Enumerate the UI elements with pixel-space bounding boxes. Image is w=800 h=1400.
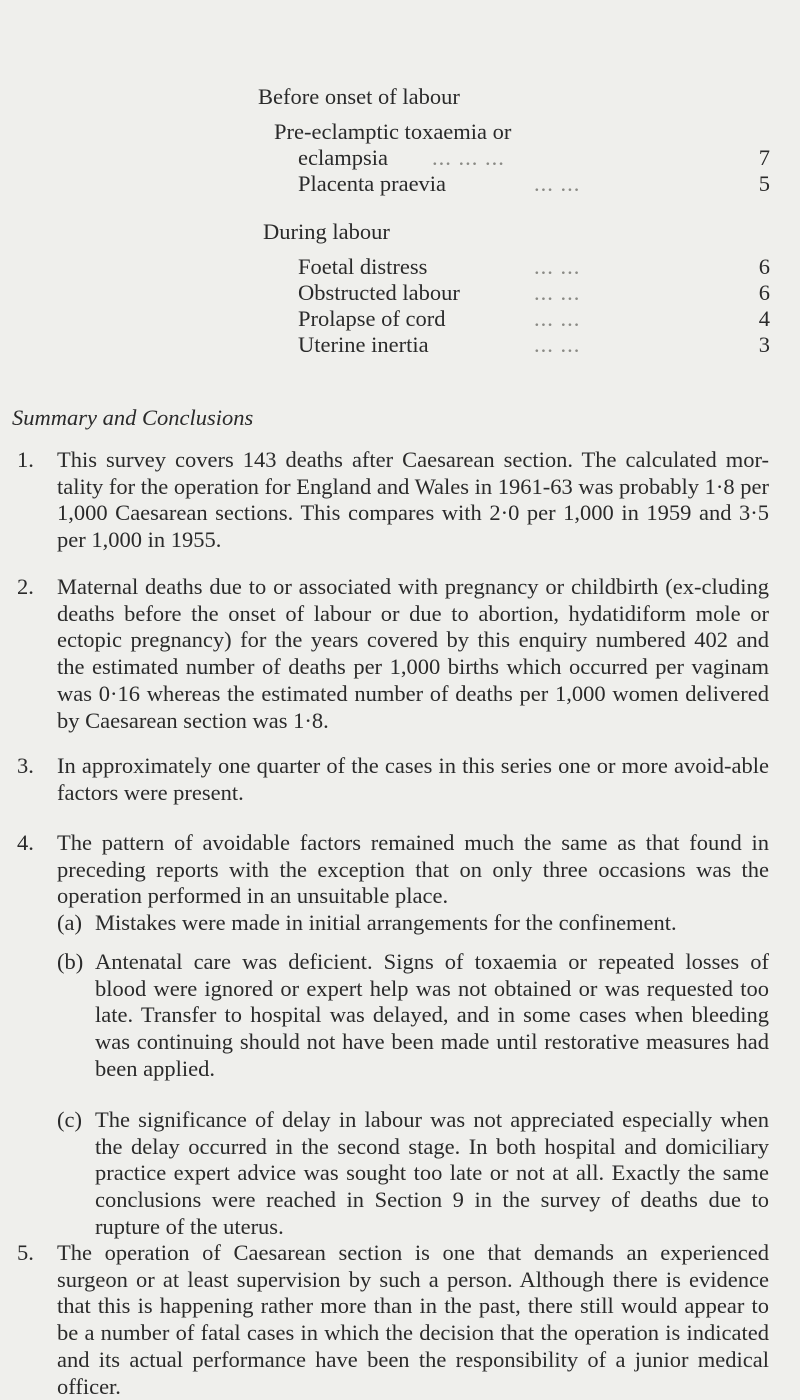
table-row xyxy=(0,306,800,332)
item-text: The operation of Caesarean section is one that demands an experienced surgeon or at least supervision by such a person. Although there is evidence that this is happening rather more than in the past, there still would appear to be a number of fatal cases in which the decision that the operation is indicated and its actual performance have been the responsibility of a junior medical officer. xyxy=(57,1240,769,1399)
row-value: 4 xyxy=(758,306,770,331)
sub-item-text: Mistakes were made in initial arrangements for the confinement. xyxy=(95,910,677,935)
row-value: 5 xyxy=(758,171,770,196)
table-row xyxy=(0,280,800,306)
sub-item-label: (c) xyxy=(57,1107,82,1132)
item-number: 1. xyxy=(17,447,34,472)
row-label: Prolapse of cord xyxy=(298,306,446,331)
row-label: Uterine inertia xyxy=(298,332,429,357)
sub-item xyxy=(57,910,769,937)
item-text: The pattern of avoidable factors remained much the same as that found in preceding reports with the exception that on only three occasions was the operation performed in an unsuitable place. xyxy=(57,830,769,909)
item-number: 5. xyxy=(17,1240,34,1265)
item-text: In approximately one quarter of the cases in this series one or more avoid-able factors were present. xyxy=(57,753,769,805)
table-row xyxy=(0,254,800,280)
item-text: Maternal deaths due to or associated with pregnancy or childbirth (ex-cluding deaths before the onset of labour or due to abortion, hydatidiform mole or ectopic pregnancy) for the years covered by this enquiry numbered 402 and the estimated number of deaths per 1,000 births which occurred per vaginam was 0·16 whereas the estimated number of deaths per 1,000 women delivered by Caesarean section was 1·8. xyxy=(57,574,769,733)
table-row xyxy=(0,171,800,197)
summary-heading: Summary and Conclusions xyxy=(12,405,254,430)
row-value: 6 xyxy=(758,280,770,305)
section-before-onset-heading: Before onset of labour xyxy=(258,84,460,109)
row-label: eclampsia xyxy=(298,145,388,170)
item-number: 2. xyxy=(17,574,34,599)
item-number: 3. xyxy=(17,753,34,778)
sub-item xyxy=(57,1107,769,1241)
row-value: 7 xyxy=(758,145,770,170)
item-number: 4. xyxy=(17,830,34,855)
row-leader-dots: ... ... ... xyxy=(432,145,505,170)
row-value: 6 xyxy=(758,254,770,279)
section-during-labour-heading: During labour xyxy=(263,219,390,244)
table-row xyxy=(0,145,800,171)
row-value: 3 xyxy=(758,332,770,357)
row-leader-dots: ... ... xyxy=(534,171,581,196)
row-leader-dots: ... ... xyxy=(534,332,581,357)
sub-item-text: The significance of delay in labour was not appreciated especially when the delay occurred in the second stage. In both hospital and domiciliary practice expert advice was sought too late or not at all. Exactly the same conclusions were reached in Section 9 in the survey of deaths due to rupture of the uterus. xyxy=(95,1107,769,1239)
row-leader-dots: ... ... xyxy=(534,306,581,331)
item-text: This survey covers 143 deaths after Caesarean section. The calculated mor-tality for the operation for England and Wales in 1961-63 was probably 1·8 per 1,000 Caesarean sections. This compares with 2·0 per 1,000 in 1959 and 3·5 per 1,000 in 1955. xyxy=(57,447,769,553)
row-leader-dots: ... ... xyxy=(534,280,581,305)
sub-item-text: Antenatal care was deficient. Signs of toxaemia or repeated losses of blood were ignored or expert help was not obtained or was requested too late. Transfer to hospital was delayed, and in some cases when bleeding was continuing should not have been made until restorative measures had been applied. xyxy=(95,949,769,1081)
sub-item-label: (a) xyxy=(57,910,82,935)
table-row xyxy=(0,332,800,358)
row-label: Placenta praevia xyxy=(298,171,447,196)
row-label: Foetal distress xyxy=(298,254,428,279)
row-leader-dots: ... ... xyxy=(534,254,581,279)
row-label-line1: Pre-eclamptic toxaemia or xyxy=(274,119,512,144)
row-label: Obstructed labour xyxy=(298,280,460,305)
sub-item-label: (b) xyxy=(57,949,84,974)
sub-item xyxy=(57,949,769,1083)
